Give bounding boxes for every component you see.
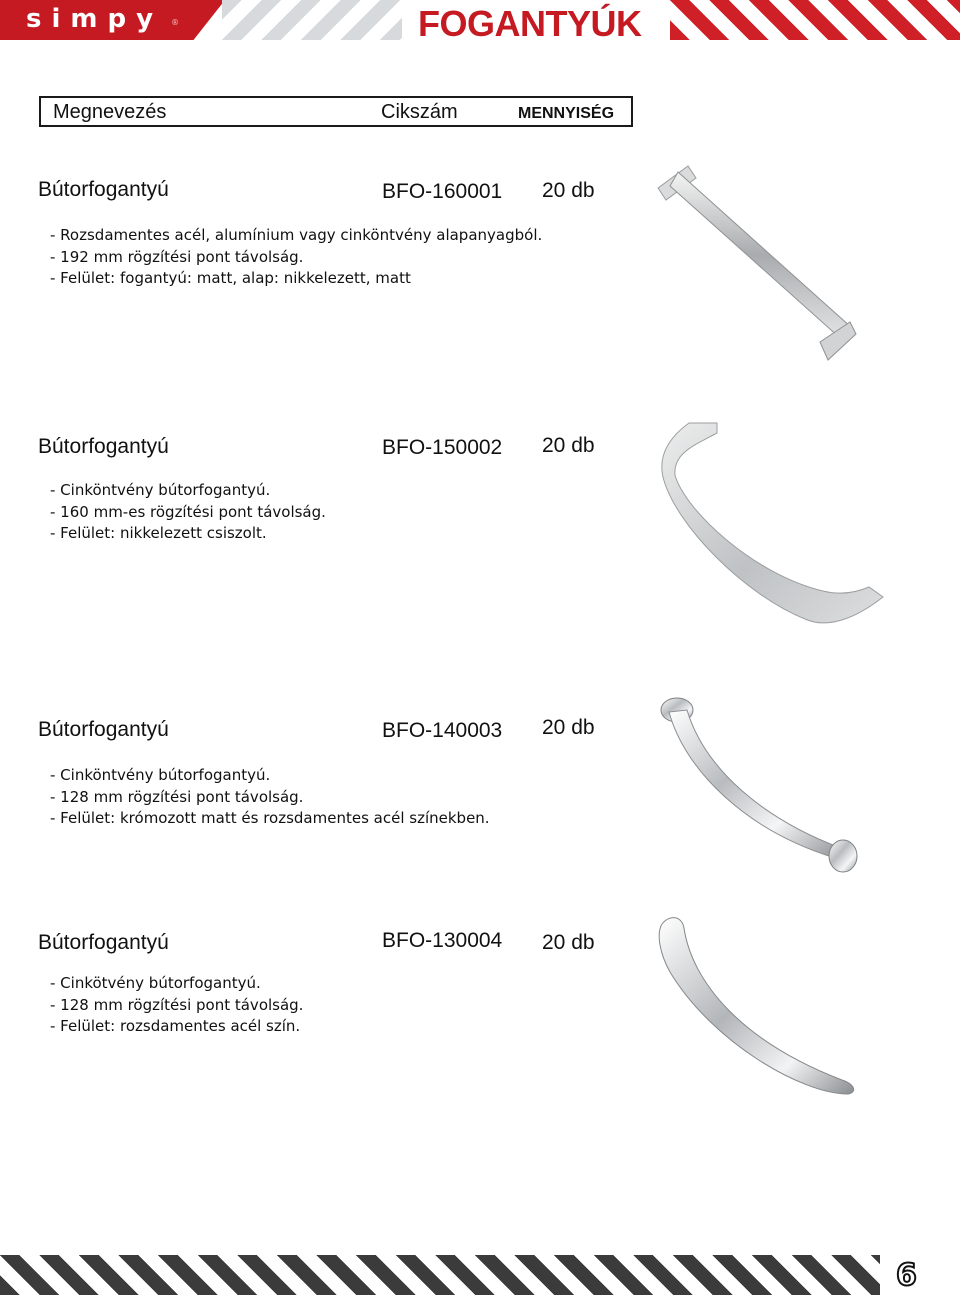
description-line: - Felület: nikkelezett csiszolt. — [50, 524, 267, 542]
product-name: Bútorfogantyú — [38, 931, 169, 954]
description-line: - 160 mm-es rögzítési pont távolság. — [50, 502, 326, 521]
column-quantity-header: MENNYISÉG — [518, 105, 615, 122]
product-quantity: 20 db — [542, 931, 595, 954]
product-name: Bútorfogantyú — [38, 435, 169, 458]
description-line: - Cinköntvény bútorfogantyú. — [50, 481, 271, 499]
product-code: BFO-140003 — [382, 719, 503, 742]
product-code: BFO-150002 — [382, 436, 503, 459]
product-code: BFO-160001 — [382, 180, 503, 203]
bar-handle-icon — [652, 160, 864, 372]
description-line: - Cinkötvény bútorfogantyú. — [50, 974, 261, 992]
header-stripes-grey — [222, 0, 402, 40]
arched-chrome-handle-icon — [655, 690, 865, 882]
product-description — [50, 765, 490, 830]
brand-logo: simpy — [26, 4, 164, 34]
product-code: BFO-130004 — [382, 929, 503, 952]
footer-stripes — [0, 1255, 880, 1295]
description-line: - Felület: fogantyú: matt, alap: nikkelezett, matt — [50, 269, 411, 287]
curved-flat-handle-icon — [655, 415, 885, 637]
product-quantity: 20 db — [542, 179, 595, 202]
description-line: - 192 mm rögzítési pont távolság. — [50, 247, 304, 266]
column-code-header: Cikszám — [381, 101, 458, 123]
description-line: - Rozsdamentes acél, alumínium vagy cinköntvény alapanyagból. — [50, 226, 543, 244]
footer-band — [0, 1255, 960, 1295]
product-quantity: 20 db — [542, 434, 595, 457]
description-line: - 128 mm rögzítési pont távolság. — [50, 787, 304, 806]
header-stripes-red — [670, 0, 960, 40]
product-quantity: 20 db — [542, 716, 595, 739]
page-title: FOGANTYÚK — [418, 3, 642, 44]
product-description — [50, 225, 542, 290]
description-line: - Felület: rozsdamentes acél szín. — [50, 1017, 301, 1035]
column-header — [39, 96, 633, 127]
product-description — [50, 480, 326, 545]
registered-mark: ® — [171, 18, 179, 27]
description-line: - Felület: krómozott matt és rozsdamentes acél színekben. — [50, 809, 490, 827]
product-name: Bútorfogantyú — [38, 718, 169, 741]
slim-chrome-handle-icon — [652, 912, 862, 1098]
column-name-header: Megnevezés — [53, 101, 167, 123]
description-line: - 128 mm rögzítési pont távolság. — [50, 995, 304, 1014]
description-line: - Cinköntvény bútorfogantyú. — [50, 766, 271, 784]
product-description — [50, 973, 303, 1038]
page-number: 6 — [896, 1258, 917, 1293]
product-name: Bútorfogantyú — [38, 178, 169, 201]
